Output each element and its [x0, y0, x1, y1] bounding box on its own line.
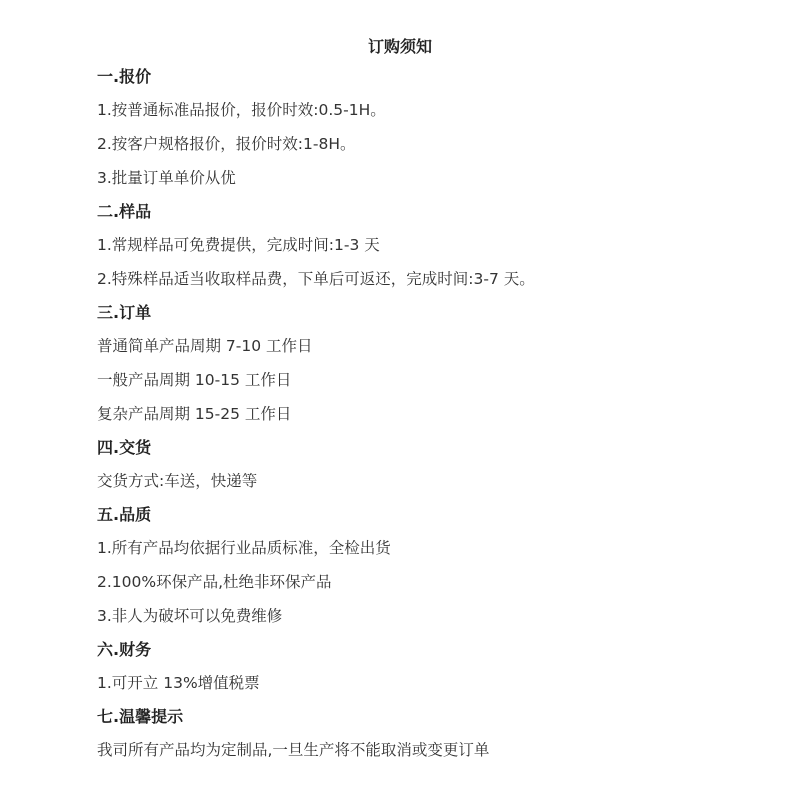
section-samples	[97, 195, 777, 296]
section-quality	[97, 498, 777, 633]
section-orders	[97, 296, 777, 431]
section-heading: 五.品质	[97, 505, 152, 524]
section-tips	[97, 700, 777, 767]
section-heading: 三.订单	[97, 303, 152, 322]
section-line: 复杂产品周期 15-25 工作日	[97, 405, 292, 423]
section-line: 普通简单产品周期 7-10 工作日	[97, 337, 313, 355]
section-line: 1.常规样品可免费提供，完成时间:1-3 天	[97, 236, 380, 254]
section-line: 一般产品周期 10-15 工作日	[97, 371, 292, 389]
ordering-notice-document	[97, 34, 777, 767]
section-line: 3.批量订单单价从优	[97, 169, 236, 187]
section-delivery	[97, 431, 777, 498]
section-heading: 二.样品	[97, 202, 152, 221]
section-finance	[97, 633, 777, 700]
section-heading: 七.温馨提示	[97, 707, 184, 726]
section-quotation	[97, 60, 777, 195]
section-line: 3.非人为破坏可以免费维修	[97, 607, 283, 625]
section-line: 我司所有产品均为定制品,一旦生产将不能取消或变更订单	[97, 741, 490, 759]
section-heading: 六.财务	[97, 640, 152, 659]
section-line: 1.所有产品均依据行业品质标准，全检出货	[97, 539, 391, 557]
section-line: 2.按客户规格报价，报价时效:1-8H。	[97, 135, 356, 153]
section-line: 2.特殊样品适当收取样品费，下单后可返还，完成时间:3-7 天。	[97, 270, 535, 288]
section-heading: 一.报价	[97, 67, 152, 86]
section-heading: 四.交货	[97, 438, 152, 457]
section-line: 2.100%环保产品,杜绝非环保产品	[97, 573, 332, 591]
document-title: 订购须知	[367, 37, 432, 56]
section-line: 1.可开立 13%增值税票	[97, 674, 260, 692]
section-line: 交货方式:车送，快递等	[97, 472, 258, 490]
section-line: 1.按普通标准品报价，报价时效:0.5-1H。	[97, 101, 386, 119]
